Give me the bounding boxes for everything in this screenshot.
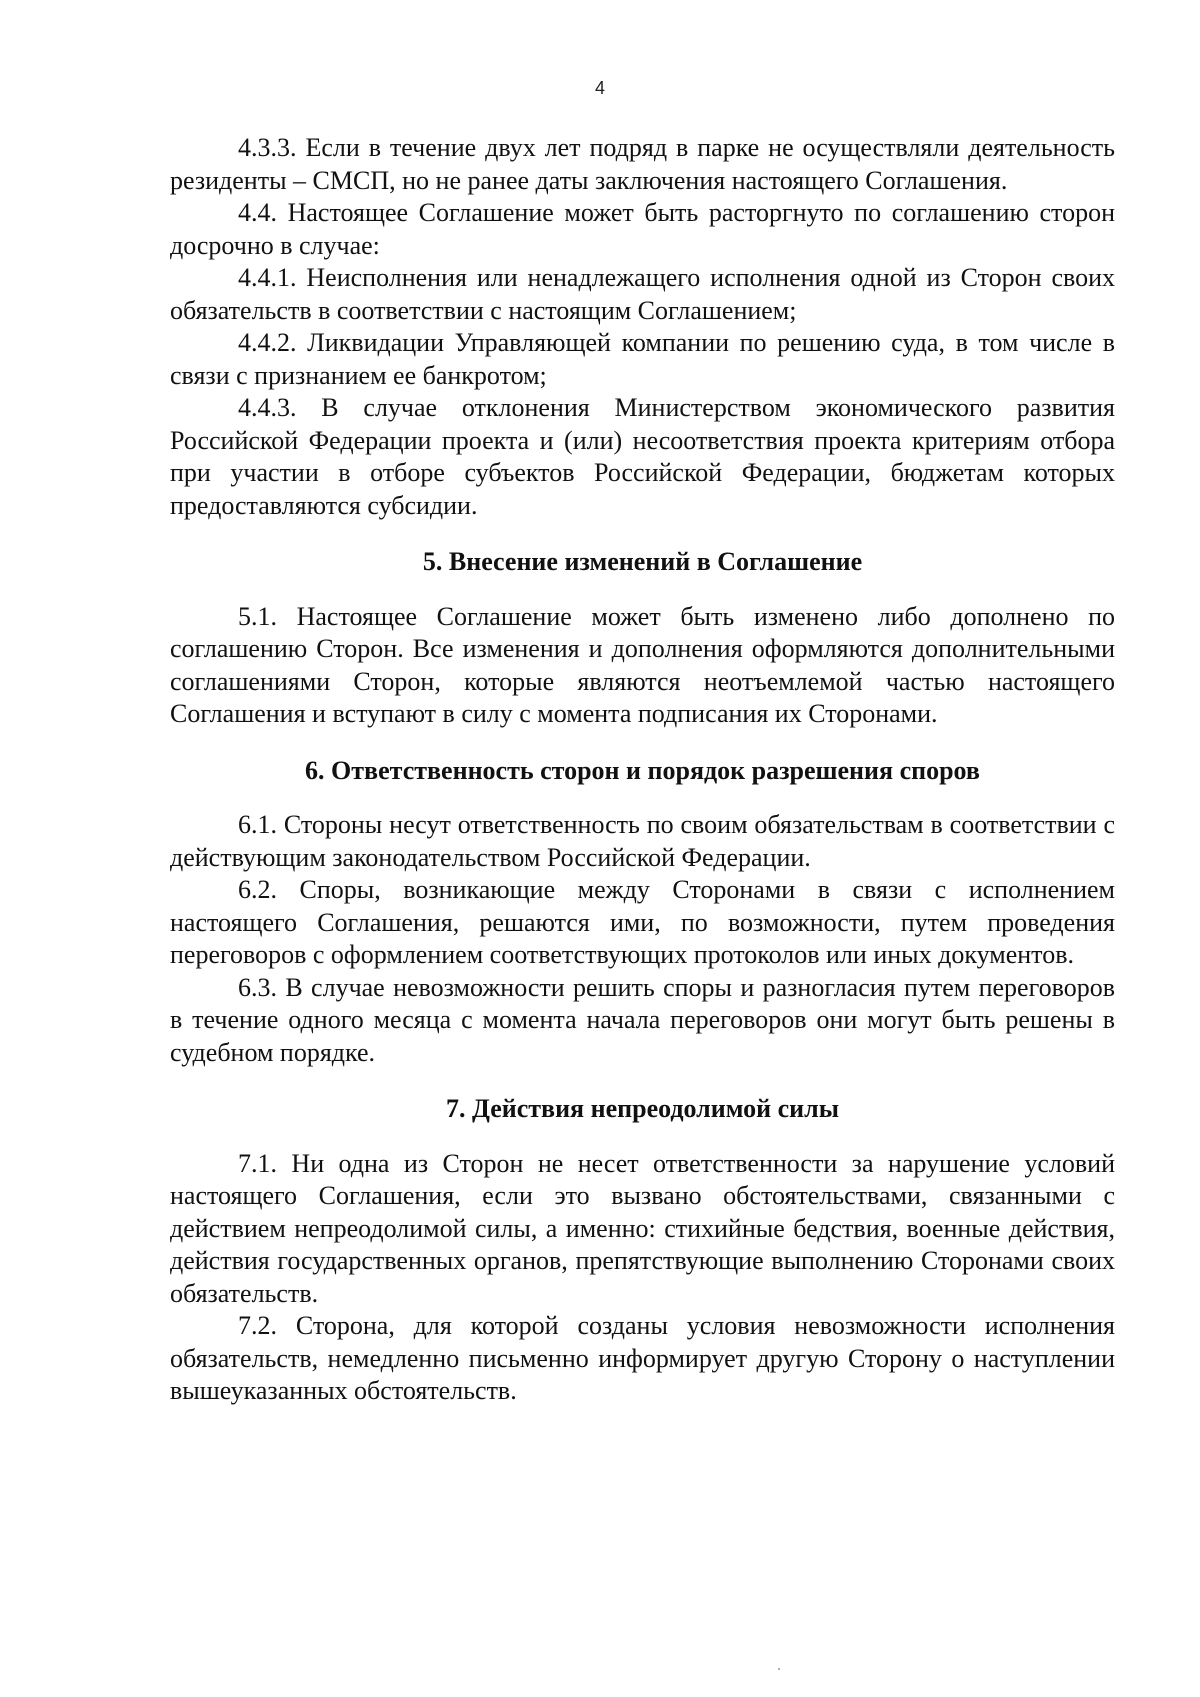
paragraph-4-4-2: 4.4.2. Ликвидации Управляющей компании по решению суда, в том числе в связи с признанием ее банкротом; xyxy=(170,328,1115,390)
paragraph-6-1: 6.1. Стороны несут ответственность по своим обязательствам в соответствии с действующим законодательством Российской Федерации. xyxy=(170,810,1115,872)
paragraph-4-3-3: 4.3.3. Если в течение двух лет подряд в парке не осуществляли деятельность резиденты – СМСП, но не ранее даты заключения настоящего Соглашения. xyxy=(170,133,1115,195)
section-7-heading: 7. Действия непреодолимой силы xyxy=(445,1094,839,1123)
scan-speck xyxy=(778,1668,780,1670)
paragraph-4-4: 4.4. Настоящее Соглашение может быть расторгнуто по соглашению сторон досрочно в случае: xyxy=(170,198,1115,260)
paragraph-6-3: 6.3. В случае невозможности решить споры и разногласия путем переговоров в течение одного месяца с момента начала переговоров они могут быть решены в судебном порядке. xyxy=(170,972,1115,1067)
paragraph-6-2: 6.2. Споры, возникающие между Сторонами в связи с исполнением настоящего Соглашения, решаются ими, по возможности, путем проведения переговоров с оформлением соответствующих протоколов или иных документов. xyxy=(170,875,1115,969)
paragraph-7-1: 7.1. Ни одна из Сторон не несет ответственности за нарушение условий настоящего Соглашения, если это вызвано обстоятельствами, связанными с действием непреодолимой силы, а именно: стихийные бедствия, военные действия, действия государственных органов, препятствующие выполнению Сторонами своих обязательств. xyxy=(170,1148,1115,1308)
page-number: 4 xyxy=(594,78,605,98)
paragraph-7-2: 7.2. Сторона, для которой созданы условия невозможности исполнения обязательств, немедленно письменно информирует другую Сторону о наступлении вышеуказанных обстоятельств. xyxy=(170,1311,1115,1405)
document-body xyxy=(170,132,1115,1408)
paragraph-5-1: 5.1. Настоящее Соглашение может быть изменено либо дополнено по соглашению Сторон. Все изменения и дополнения оформляются дополнительными соглашениями Сторон, которые являются неотъемлемой частью настоящего Соглашения и вступают в силу с момента подписания их Сторонами. xyxy=(170,601,1115,728)
paragraph-4-4-1: 4.4.1. Неисполнения или ненадлежащего исполнения одной из Сторон своих обязательств в соответствии с настоящим Соглашением; xyxy=(170,263,1115,325)
section-6-heading: 6. Ответственность сторон и порядок разрешения споров xyxy=(305,755,980,785)
section-5-heading: 5. Внесение изменений в Соглашение xyxy=(422,547,863,576)
paragraph-4-4-3: 4.4.3. В случае отклонения Министерством экономического развития Российской Федерации проекта и (или) несоответствия проекта критериям отбора при участии в отборе субъектов Российской Федерации, бюджетам которых предоставляются субсидии. xyxy=(170,393,1115,520)
